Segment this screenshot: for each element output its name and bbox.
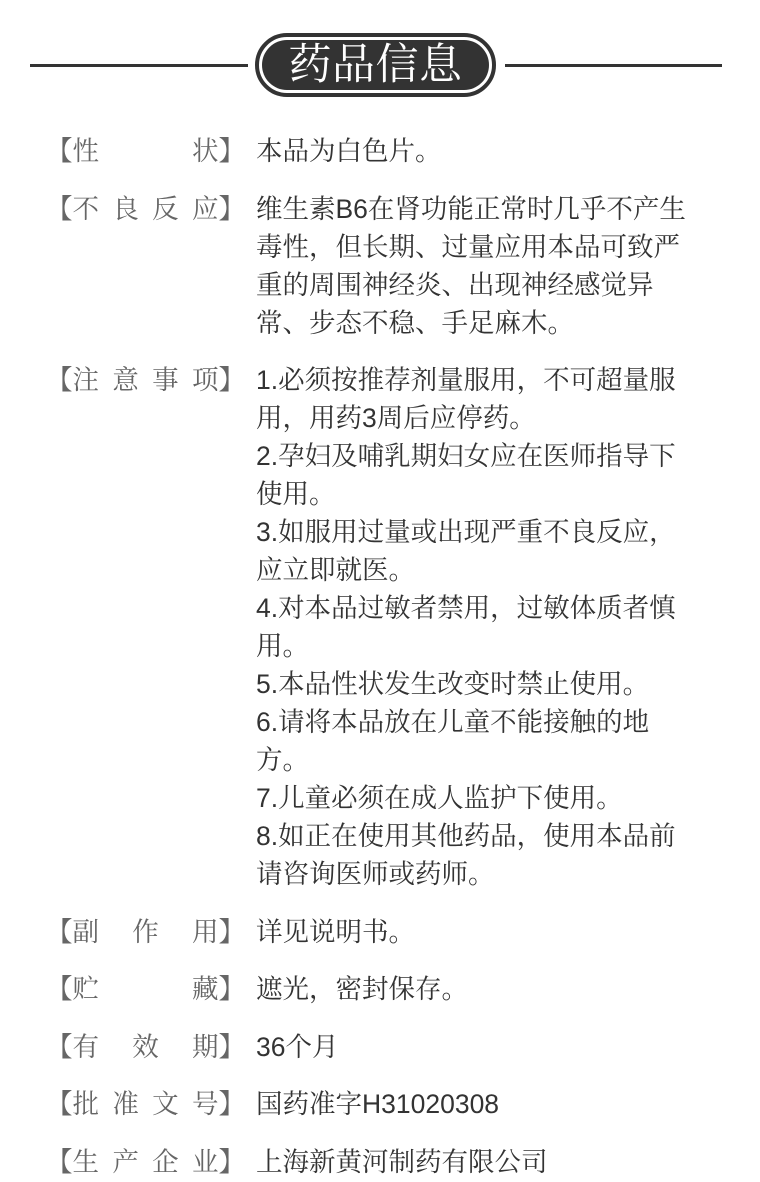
adverse-reactions-label xyxy=(46,190,245,228)
bracket-open: 【 xyxy=(46,365,73,395)
bracket-close: 】 xyxy=(218,916,245,947)
approval-number-label xyxy=(46,1085,245,1123)
bracket-open: 【 xyxy=(46,1089,73,1119)
info-list xyxy=(0,132,760,1181)
precautions-line: 用，用药3周后应停药。 xyxy=(256,403,536,433)
bracket-close: 】 xyxy=(218,1146,245,1177)
precautions-line: 6.请将本品放在儿童不能接触的地 xyxy=(256,707,650,737)
side-effects-label-text: 副作用 xyxy=(72,916,219,947)
manufacturer-label xyxy=(46,1143,245,1181)
bracket-close: 】 xyxy=(218,136,245,166)
info-row-properties xyxy=(0,132,760,170)
bracket-open: 【 xyxy=(46,136,73,166)
bracket-open: 【 xyxy=(46,193,73,224)
precautions-line: 2.孕妇及哺乳期妇女应在医师指导下 xyxy=(256,441,676,471)
adverse-reactions-line: 重的周围神经炎、出现神经感觉异 xyxy=(256,269,654,300)
approval-number-value xyxy=(256,1085,499,1123)
storage-line: 遮光，密封保存。 xyxy=(256,974,468,1004)
info-row-storage xyxy=(0,970,760,1008)
shelf-life-line: 36个月 xyxy=(256,1031,339,1062)
bracket-close: 】 xyxy=(218,1089,245,1119)
precautions-line: 使用。 xyxy=(256,479,336,509)
side-effects-label xyxy=(46,913,245,951)
approval-number-line: 国药准字H31020308 xyxy=(256,1089,500,1119)
adverse-reactions-line: 常、步态不稳、手足麻木。 xyxy=(256,307,574,338)
precautions-line: 7.儿童必须在成人监护下使用。 xyxy=(256,783,623,813)
precautions-label-text: 注意事项 xyxy=(72,365,219,395)
adverse-reactions-line: 毒性，但长期、过量应用本品可致严 xyxy=(256,231,680,262)
properties-line: 本品为白色片。 xyxy=(256,136,442,166)
info-row-side-effects xyxy=(0,913,760,951)
precautions-line: 4.对本品过敏者禁用，过敏体质者慎 xyxy=(256,593,676,623)
adverse-reactions-line: 维生素B6在肾功能正常时几乎不产生 xyxy=(256,193,686,224)
storage-label xyxy=(46,970,245,1008)
approval-number-label-text: 批准文号 xyxy=(72,1089,219,1119)
bracket-close: 】 xyxy=(218,193,245,224)
precautions-label xyxy=(46,361,245,399)
precautions-line: 请咨询医师或药师。 xyxy=(256,859,495,889)
shelf-life-value xyxy=(256,1028,338,1066)
header-rule-left xyxy=(30,64,248,67)
header-rule-right xyxy=(505,64,722,67)
info-row-manufacturer xyxy=(0,1143,760,1181)
manufacturer-line: 上海新黄河制药有限公司 xyxy=(256,1146,548,1177)
shelf-life-label-text: 有效期 xyxy=(72,1031,219,1062)
bracket-open: 【 xyxy=(46,916,73,947)
properties-value xyxy=(256,132,442,170)
side-effects-line: 详见说明书。 xyxy=(256,916,415,947)
adverse-reactions-value xyxy=(256,190,686,342)
info-row-precautions xyxy=(0,361,760,893)
info-row-approval-number xyxy=(0,1085,760,1123)
adverse-reactions-label-text: 不良反应 xyxy=(72,193,219,224)
storage-value xyxy=(256,970,468,1008)
title-badge xyxy=(255,33,496,97)
bracket-close: 】 xyxy=(218,1031,245,1062)
section-title: 药品信息 xyxy=(262,40,489,90)
bracket-open: 【 xyxy=(46,1146,73,1177)
bracket-open: 【 xyxy=(46,974,73,1004)
precautions-line: 1.必须按推荐剂量服用，不可超量服 xyxy=(256,365,676,395)
side-effects-value xyxy=(256,913,415,951)
precautions-line: 用。 xyxy=(256,631,309,661)
precautions-line: 方。 xyxy=(256,745,309,775)
precautions-line: 5.本品性状发生改变时禁止使用。 xyxy=(256,669,650,699)
properties-label xyxy=(46,132,245,170)
precautions-line: 3.如服用过量或出现严重不良反应， xyxy=(256,517,676,547)
manufacturer-value xyxy=(256,1143,548,1181)
precautions-line: 8.如正在使用其他药品，使用本品前 xyxy=(256,821,676,851)
storage-label-text: 贮藏 xyxy=(72,974,219,1004)
manufacturer-label-text: 生产企业 xyxy=(72,1146,219,1177)
info-row-adverse-reactions xyxy=(0,190,760,342)
precautions-value xyxy=(256,361,676,893)
bracket-open: 【 xyxy=(46,1031,73,1062)
precautions-line: 应立即就医。 xyxy=(256,555,415,585)
shelf-life-label xyxy=(46,1028,245,1066)
properties-label-text: 性状 xyxy=(72,136,219,166)
info-row-shelf-life xyxy=(0,1028,760,1066)
bracket-close: 】 xyxy=(218,365,245,395)
bracket-close: 】 xyxy=(218,974,245,1004)
